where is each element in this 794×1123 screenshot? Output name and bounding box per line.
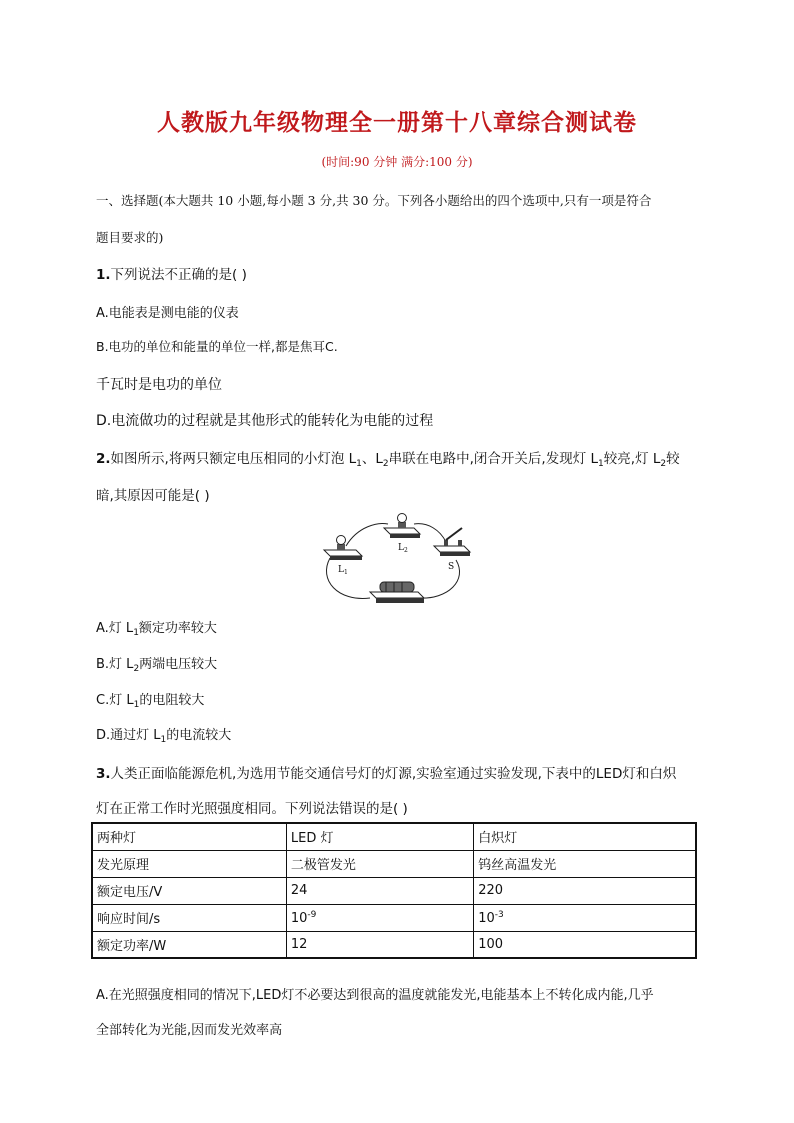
label-l2: $L_2$ [398, 543, 408, 554]
question-3: 3.人类正面临能源危机,为选用节能交通信号灯的灯源,实验室通过实验发现,下表中的LED灯和白炽 [96, 766, 677, 782]
section-heading: 一、选择题(本大题共 10 小题,每小题 3 分,共 30 分。下列各小题给出的四个选项中,只有一项是符合 [96, 193, 652, 208]
page-title: 人教版九年级物理全一册第十八章综合测试卷 [157, 110, 637, 136]
table-cell: 24 [286, 877, 473, 904]
question-number: 2. [96, 451, 111, 467]
table-row [92, 823, 696, 850]
table-cell: LED 灯 [286, 823, 473, 850]
table-cell: 额定电压/V [92, 877, 286, 904]
section-heading-cont: 题目要求的) [96, 230, 164, 245]
table-cell: 响应时间/s [92, 904, 286, 931]
question-2-cont: 暗,其原因可能是( ) [96, 488, 210, 504]
question-2: 2.如图所示,将两只额定电压相同的小灯泡 $L_1$、$L_2$串联在电路中,闭合开关后,发现灯 $L_1$较亮,灯 $L_2$较 [96, 451, 680, 469]
table-row [92, 850, 696, 877]
q3-option-a: A.在光照强度相同的情况下,LED灯不必要达到很高的温度就能发光,电能基本上不转化成内能,几乎 [96, 988, 654, 1003]
question-1 [96, 263, 247, 283]
q1-option-d: D.电流做功的过程就是其他形式的能转化为电能的过程 [96, 413, 434, 429]
table-cell: $10^{-9}$ [286, 904, 473, 931]
table-cell: 12 [286, 931, 473, 958]
question-number: 3. [96, 766, 111, 782]
label-l1: $L_1$ [338, 565, 348, 576]
q2-option-c: C.灯 $L_1$的电阻较大 [96, 693, 205, 710]
q2-option-b: B.灯 $L_2$两端电压较大 [96, 657, 218, 674]
comparison-table [91, 822, 697, 959]
table-cell: $10^{-3}$ [474, 904, 696, 931]
q1-option-b: B.电功的单位和能量的单位一样,都是焦耳C. [96, 339, 338, 354]
table-cell: 两种灯 [92, 823, 286, 850]
q2-option-a: A.灯 $L_1$额定功率较大 [96, 621, 217, 638]
q3-option-a-cont: 全部转化为光能,因而发光效率高 [96, 1023, 283, 1038]
label-s: S [448, 562, 455, 572]
table-row [92, 877, 696, 904]
q1-option-c: 千瓦时是电功的单位 [96, 377, 222, 393]
q2-option-d: D.通过灯 $L_1$的电流较大 [96, 728, 232, 745]
table-cell: 二极管发光 [286, 850, 473, 877]
table-row [92, 904, 696, 931]
table-cell: 白炽灯 [474, 823, 696, 850]
table-cell: 额定功率/W [92, 931, 286, 958]
table-cell: 钨丝高温发光 [474, 850, 696, 877]
bulb-l1-icon [324, 536, 362, 561]
exam-info: (时间:90 分钟 满分:100 分) [321, 155, 473, 169]
circuit-figure [318, 508, 474, 608]
battery-icon [370, 582, 424, 603]
table-cell: 100 [474, 931, 696, 958]
table-cell: 发光原理 [92, 850, 286, 877]
table-cell: 220 [474, 877, 696, 904]
question-3-cont: 灯在正常工作时光照强度相同。下列说法错误的是( ) [96, 801, 408, 817]
q1-option-a: A.电能表是测电能的仪表 [96, 306, 239, 321]
question-number: 1. [96, 267, 111, 283]
bulb-l2-icon [384, 514, 420, 539]
table-row [92, 931, 696, 958]
question-stem: 下列说法不正确的是( ) [110, 267, 247, 283]
